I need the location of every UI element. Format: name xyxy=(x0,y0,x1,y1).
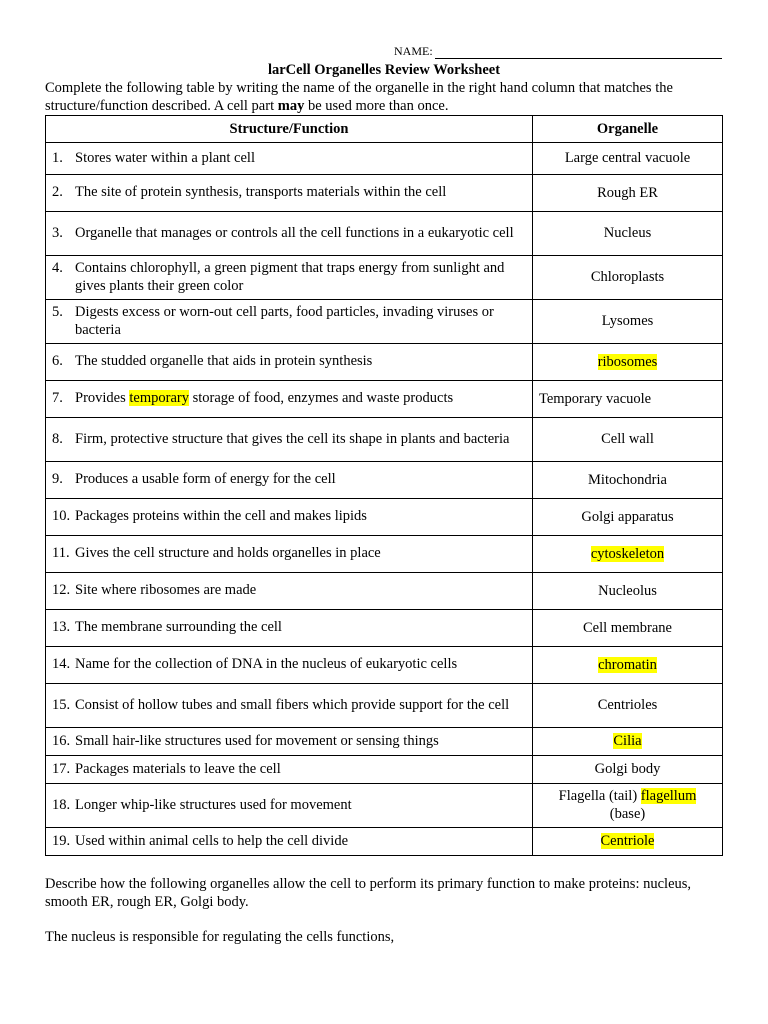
col-header-structure: Structure/Function xyxy=(46,116,533,143)
organelle-answer-cell xyxy=(533,175,723,212)
structure-cell xyxy=(46,684,533,728)
organelle-answer-cell xyxy=(533,381,723,418)
structure-cell xyxy=(46,499,533,536)
item-number: 18. xyxy=(52,796,71,813)
organelle-answer: Centriole xyxy=(600,833,655,849)
structure-cell xyxy=(46,647,533,684)
organelle-answer-cell xyxy=(533,647,723,684)
organelle-answer-cell xyxy=(533,610,723,647)
organelle-answer-cell xyxy=(533,728,723,756)
table-row xyxy=(46,344,723,381)
organelle-answer: Cell membrane xyxy=(583,619,672,636)
structure-cell xyxy=(46,175,533,212)
organelle-answer-cell xyxy=(533,828,723,856)
instructions xyxy=(45,80,723,115)
structure-cell xyxy=(46,784,533,828)
structure-cell xyxy=(46,610,533,647)
organelle-answer-cell xyxy=(533,462,723,499)
table-row xyxy=(46,573,723,610)
organelle-answer: Centrioles xyxy=(597,697,658,713)
structure-cell xyxy=(46,256,533,300)
table-row xyxy=(46,418,723,462)
item-description: Produces a usable form of energy for the cell xyxy=(75,471,336,488)
answer-text: The nucleus is responsible for regulating the cells functions, xyxy=(45,929,395,945)
table-row xyxy=(46,499,723,536)
table-row xyxy=(46,728,723,756)
col-header-organelle: Organelle xyxy=(533,116,723,143)
item-description: Digests excess or worn-out cell parts, food particles, invading viruses or bacteria xyxy=(75,304,494,338)
table-row xyxy=(46,175,723,212)
item-number: 17. xyxy=(52,760,71,777)
item-description: Contains chlorophyll, a green pigment that traps energy from sunlight and gives plants their green color xyxy=(75,260,505,294)
item-number: 16. xyxy=(52,732,71,749)
item-number: 14. xyxy=(52,656,71,673)
table-row xyxy=(46,784,723,828)
item-number: 13. xyxy=(52,619,71,636)
table-row xyxy=(46,828,723,856)
table-row xyxy=(46,212,723,256)
organelle-answer: chromatin xyxy=(598,656,657,673)
item-number: 6. xyxy=(52,353,63,370)
item-description: Packages materials to leave the cell xyxy=(75,760,281,777)
worksheet-title: larCell Organelles Review Worksheet xyxy=(267,62,501,78)
organelle-answer: Large central vacuole xyxy=(564,150,691,166)
instructions-text-1: Complete the following table by writing the name of the organelle in the right hand column that matches the structure/function described. A cell part xyxy=(45,80,673,114)
item-number: 7. xyxy=(52,390,63,407)
organelle-answer-cell xyxy=(533,300,723,344)
organelle-answer-cell xyxy=(533,756,723,784)
item-description: Longer whip-like structures used for movement xyxy=(75,796,352,813)
item-number: 4. xyxy=(52,260,63,276)
table-row xyxy=(46,536,723,573)
table-row xyxy=(46,300,723,344)
organelle-answer-cell xyxy=(533,573,723,610)
item-description: Consist of hollow tubes and small fibers which provide support for the cell xyxy=(75,696,510,713)
item-number: 12. xyxy=(52,582,71,599)
organelle-answer-cell xyxy=(533,212,723,256)
structure-cell xyxy=(46,300,533,344)
organelle-answer: Nucleolus xyxy=(598,582,657,599)
name-label: NAME: xyxy=(394,44,433,58)
item-description: Gives the cell structure and holds organelles in place xyxy=(75,545,381,562)
structure-cell xyxy=(46,212,533,256)
item-number: 11. xyxy=(52,545,70,562)
item-number: 10. xyxy=(52,508,71,525)
item-number: 5. xyxy=(52,304,63,320)
item-number: 3. xyxy=(52,224,63,241)
organelle-answer-cell xyxy=(533,344,723,381)
organelle-answer: Golgi apparatus xyxy=(581,508,674,525)
structure-cell xyxy=(46,756,533,784)
structure-cell xyxy=(46,828,533,856)
organelle-answer: ribosomes xyxy=(597,353,658,370)
describe-prompt: Describe how the following organelles allow the cell to perform its primary function to make proteins: nucleus, smooth ER, rough ER, Golgi body. xyxy=(45,876,692,910)
table-row xyxy=(46,610,723,647)
organelle-answer-cell xyxy=(533,418,723,462)
table-row xyxy=(46,684,723,728)
organelle-answer: Cilia xyxy=(613,733,642,749)
organelle-answer: Mitochondria xyxy=(588,471,667,488)
table-row xyxy=(46,462,723,499)
table-row xyxy=(46,647,723,684)
item-number: 19. xyxy=(52,832,71,849)
structure-cell xyxy=(46,728,533,756)
organelle-answer: cytoskeleton xyxy=(590,545,665,562)
structure-cell xyxy=(46,462,533,499)
structure-cell xyxy=(46,344,533,381)
item-description: Packages proteins within the cell and makes lipids xyxy=(75,508,367,525)
structure-cell xyxy=(46,143,533,175)
item-number: 15. xyxy=(52,696,71,713)
organelle-answer: Golgi body xyxy=(594,761,661,777)
name-blank-line xyxy=(435,46,722,59)
organelle-answer: Lysomes xyxy=(601,313,654,329)
structure-cell xyxy=(46,573,533,610)
item-description: Firm, protective structure that gives the cell its shape in plants and bacteria xyxy=(75,430,510,447)
structure-cell xyxy=(46,381,533,418)
highlighted-answer: flagellum xyxy=(640,788,697,804)
item-description: Name for the collection of DNA in the nucleus of eukaryotic cells xyxy=(75,656,458,673)
organelle-answer: Temporary vacuole xyxy=(539,390,652,407)
structure-cell xyxy=(46,536,533,573)
item-description: The studded organelle that aids in protein synthesis xyxy=(75,353,373,370)
instructions-text-2: be used more than once. xyxy=(304,97,449,114)
table-row xyxy=(46,143,723,175)
item-description: Site where ribosomes are made xyxy=(75,582,257,599)
item-description: Provides temporary storage of food, enzymes and waste products xyxy=(75,390,454,407)
instructions-bold: may xyxy=(277,97,305,114)
organelle-answer-cell xyxy=(533,536,723,573)
organelle-answer: Nucleus xyxy=(603,225,652,241)
item-number: 9. xyxy=(52,471,63,488)
organelle-answer-cell xyxy=(533,143,723,175)
item-description: The site of protein synthesis, transports materials within the cell xyxy=(75,184,447,201)
organelle-answer-cell xyxy=(533,499,723,536)
organelle-answer-cell: Flagella (tail) flagellum (base) xyxy=(533,784,723,828)
organelle-answer-cell xyxy=(533,256,723,300)
name-field xyxy=(394,44,722,59)
highlighted-word: temporary xyxy=(129,390,189,407)
item-number: 2. xyxy=(52,184,63,201)
table-row xyxy=(46,756,723,784)
organelle-answer: Rough ER xyxy=(597,184,658,201)
item-description: Organelle that manages or controls all the cell functions in a eukaryotic cell xyxy=(75,224,514,241)
item-number: 8. xyxy=(52,430,63,447)
item-description: Stores water within a plant cell xyxy=(75,149,255,166)
item-description: Small hair-like structures used for movement or sensing things xyxy=(75,732,439,749)
table-row xyxy=(46,381,723,418)
table-header-row xyxy=(46,116,723,143)
item-description: The membrane surrounding the cell xyxy=(75,619,282,636)
organelle-answer: Chloroplasts xyxy=(590,269,665,285)
item-description: Used within animal cells to help the cell divide xyxy=(75,832,349,849)
item-number: 1. xyxy=(52,149,63,166)
structure-cell xyxy=(46,418,533,462)
table-row xyxy=(46,256,723,300)
organelle-answer-cell xyxy=(533,684,723,728)
organelle-table xyxy=(45,115,723,856)
organelle-answer: Cell wall xyxy=(601,431,654,447)
